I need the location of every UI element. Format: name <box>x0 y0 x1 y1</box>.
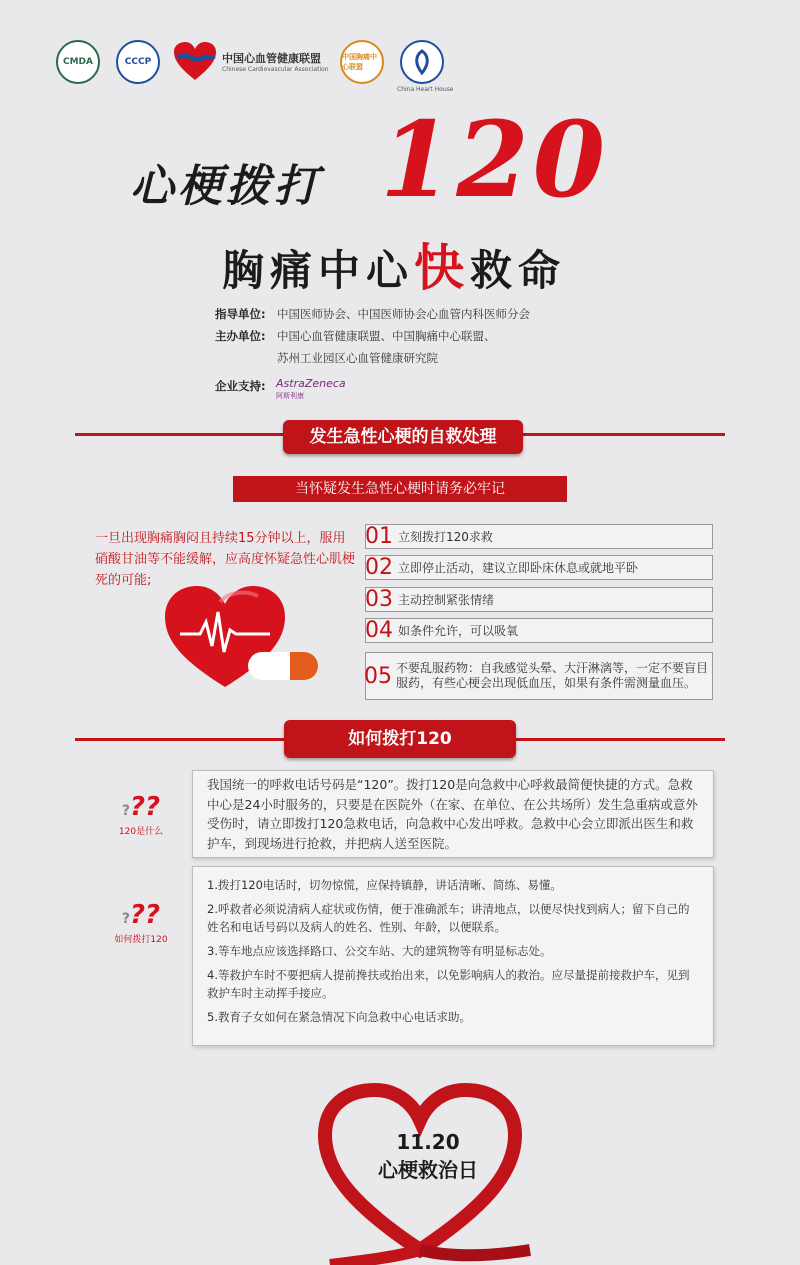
q2-box <box>192 866 714 1046</box>
chest-pain-logo: 中国胸痛中心联盟 <box>340 40 384 84</box>
step-5-num: 05 <box>364 663 392 689</box>
astrazeneca-cn: 阿斯利康 <box>276 392 304 400</box>
cmda-logo: CMDA <box>56 40 100 84</box>
section1-header: 发生急性心梗的自救处理 <box>283 420 523 454</box>
china-heart-logo <box>400 40 444 84</box>
q1-badge <box>105 792 177 837</box>
step-5 <box>365 652 713 700</box>
title-line1: 心梗拨打 <box>130 161 322 212</box>
q2-item-2: 2.呼救者必须说清病人症状或伤情，便于准确派车；讲清地点，以便尽快找到病人；留下自己的姓名和电话号码以及病人的姓名、性别、年龄，以便联系。 <box>207 902 690 934</box>
guide-label: 指导单位: <box>215 307 266 321</box>
step-2-text: 立即停止活动，建议立即卧床休息或就地平卧 <box>398 561 639 575</box>
logo-row <box>0 30 800 100</box>
question-marks-icon: ??? <box>121 792 161 822</box>
astrazeneca-name: AstraZeneca <box>276 377 346 390</box>
title-line2 <box>222 228 566 300</box>
title-kuai: 快 <box>414 239 471 297</box>
guide-orgs: 中国医师协会、中国医师协会心血管内科医师分会 <box>277 307 530 321</box>
q2-item-4: 4.等救护车时不要把病人提前搀扶或抬出来，以免影响病人的救治。应尽量提前接救护车，见到救护车时主动挥手接应。 <box>207 968 690 1000</box>
section2-header: 如何拨打120 <box>284 720 516 758</box>
host-label: 主办单位: <box>215 329 266 343</box>
q1-text: 我国统一的呼救电话号码是“120”。拨打120是向急救中心呼救最简便快捷的方式。急救中心是24小时服务的，只要是在医院外（在家、在单位、在公共场所）发生急重病或意外受伤时，请立即拨打120急救电话，向急救中心发出呼救。急救中心会立即派出医生和救护车，到现场进行抢救，并把病人送至医院。 <box>207 777 698 851</box>
q1-box <box>192 770 714 858</box>
section1-subheader: 当怀疑发生急性心梗时请务必牢记 <box>233 476 567 502</box>
step-1-text: 立刻拨打120求救 <box>398 530 493 544</box>
host-orgs-2: 苏州工业园区心血管健康研究院 <box>277 351 438 365</box>
astrazeneca-logo <box>276 372 346 401</box>
event-name: 心梗救治日 <box>378 1158 478 1182</box>
title-line2-a: 胸痛中心 <box>222 246 415 295</box>
symptom-text: 一旦出现胸痛胸闷且持续15分钟以上，服用硝酸甘油等不能缓解，应高度怀疑急性心肌梗死的可能; <box>95 531 356 588</box>
q2-item-3: 3.等车地点应该选择路口、公交车站、大的建筑物等有明显标志处。 <box>207 944 552 958</box>
step-3-num: 03 <box>365 587 393 612</box>
step-2 <box>365 555 713 580</box>
q1-label: 120是什么 <box>118 827 164 837</box>
event-date: 11.20 <box>396 1130 460 1154</box>
q2-label: 如何拨打120 <box>114 935 168 945</box>
heart-house-icon <box>410 49 434 75</box>
title-number: 120 <box>380 98 610 221</box>
step-1 <box>365 524 713 549</box>
host-orgs-1: 中国心血管健康联盟、中国胸痛中心联盟、 <box>277 329 496 343</box>
step-5-text: 不要乱服药物：自我感觉头晕、大汗淋漓等，一定不要盲目服药，有些心梗会出现低血压，如果有条件需测量血压。 <box>396 661 709 690</box>
step-3-text: 主动控制紧张情绪 <box>398 593 495 607</box>
ccda-en: Chinese Cardiovascular Association <box>222 66 329 73</box>
step-4-num: 04 <box>365 618 393 643</box>
sponsor-block <box>215 303 530 397</box>
heart-pill-illustration <box>160 582 330 692</box>
china-heart-caption: China Heart House <box>397 86 454 93</box>
title-line2-b: 救命 <box>470 246 567 295</box>
q2-item-1: 1.拨打120电话时，切勿惊慌，应保持镇静，讲话清晰、简练、易懂。 <box>207 878 562 892</box>
step-3 <box>365 587 713 612</box>
ccda-name: 中国心血管健康联盟 <box>222 52 321 65</box>
step-4-text: 如条件允许，可以吸氧 <box>398 624 519 638</box>
step-2-num: 02 <box>365 555 393 580</box>
question-marks-icon: ??? <box>121 900 161 930</box>
step-4 <box>365 618 713 643</box>
q2-item-5: 5.教育子女如何在紧急情况下向急救中心电话求助。 <box>207 1010 471 1024</box>
corp-label: 企业支持: <box>215 379 266 393</box>
cccp-logo: CCCP <box>116 40 160 84</box>
step-1-num: 01 <box>365 524 393 549</box>
q2-badge <box>105 900 177 945</box>
ccda-heart-logo <box>172 40 218 84</box>
